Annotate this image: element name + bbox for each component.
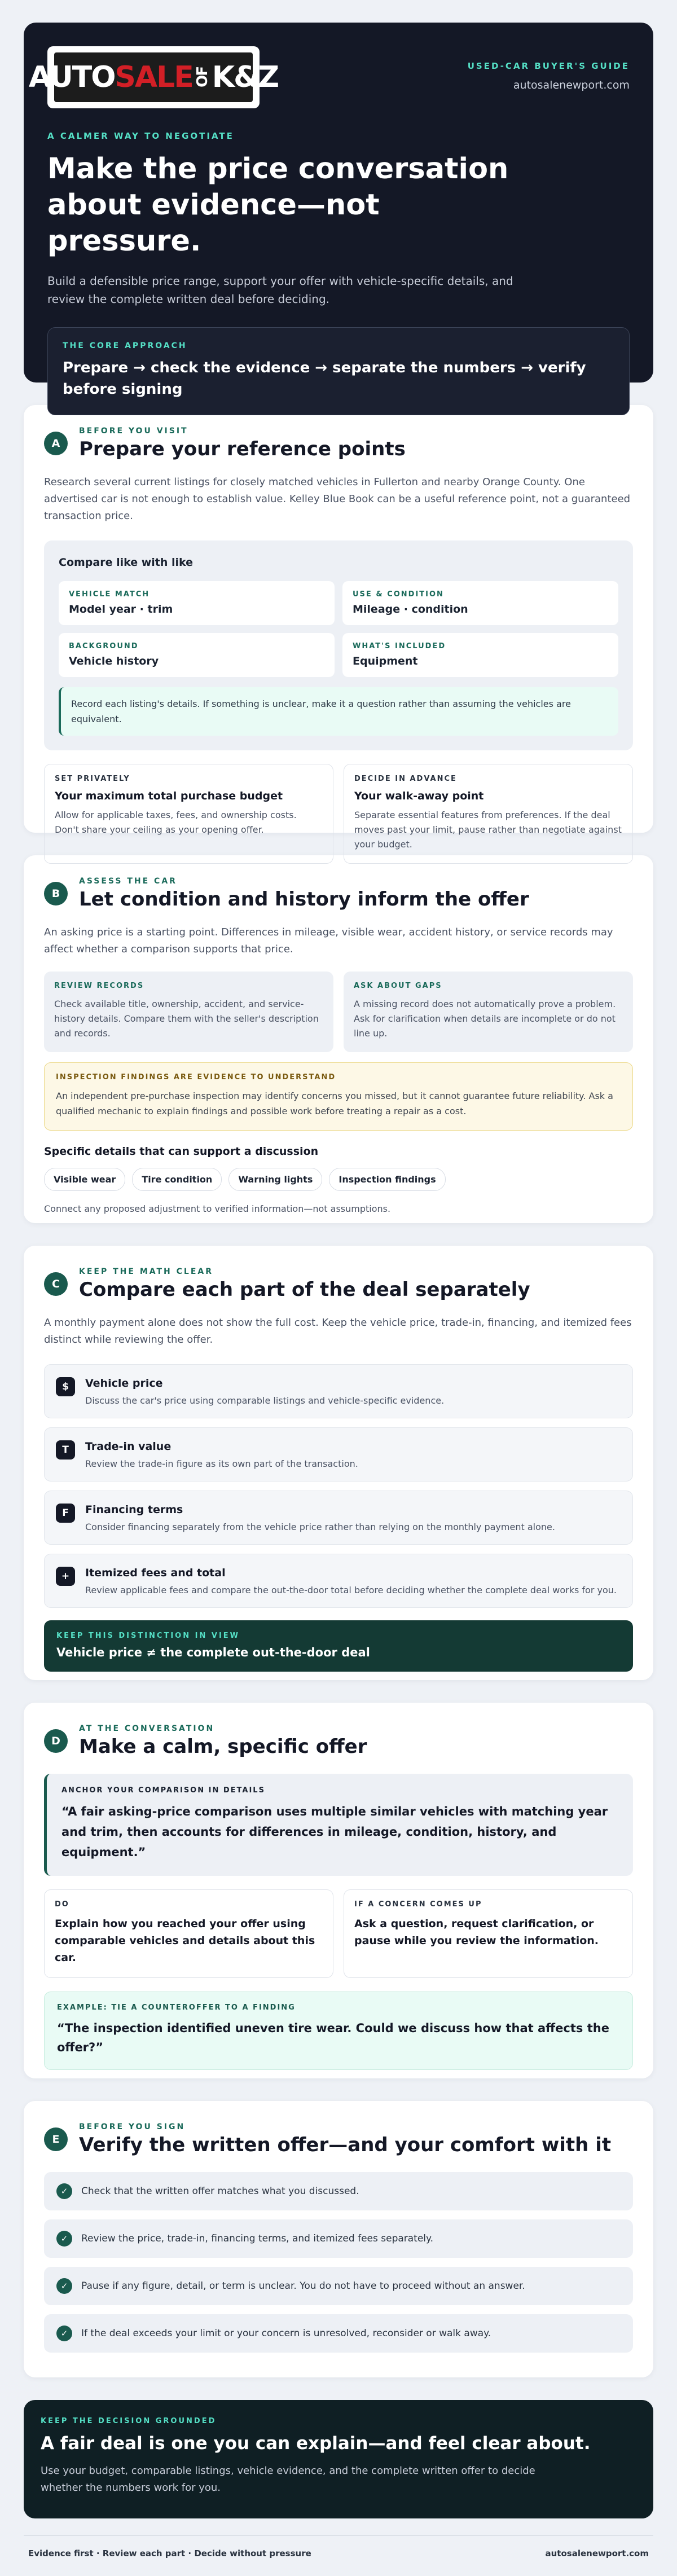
checklist-text: If the deal exceeds your limit or your concern is unresolved, reconsider or walk away. — [81, 2328, 491, 2339]
comparison-quote — [44, 1774, 633, 1876]
section-badge-a: A — [44, 432, 68, 455]
review-records-box — [44, 972, 333, 1052]
check-icon: ✓ — [56, 2326, 72, 2341]
compare-item-label: WHAT'S INCLUDED — [353, 642, 446, 650]
section-offer — [24, 1703, 653, 2078]
section-assess — [24, 855, 653, 1223]
site-url-link[interactable]: autosalenewport.com — [513, 79, 630, 91]
section-badge-e: E — [44, 2127, 68, 2151]
guide-kicker: USED-CAR BUYER'S GUIDE — [467, 61, 630, 71]
compare-item — [59, 581, 335, 625]
checklist-item — [44, 2219, 633, 2258]
section-title: Let condition and history inform the offer — [79, 888, 529, 911]
core-approach-box — [47, 327, 630, 415]
trade-in-icon: T — [56, 1440, 75, 1460]
step-title: Trade-in value — [85, 1440, 172, 1453]
footer-tagline: Evidence first · Review each part · Decide without pressure — [28, 2548, 311, 2559]
dealer-logo[interactable] — [28, 46, 279, 108]
quote-text: “A fair asking-price comparison uses multiple similar vehicles with matching year and trim, then accounts for differences in mileage, condition, history, and equipment.” — [61, 1805, 608, 1859]
closing-title: A fair deal is one you can explain—and feel clear about. — [41, 2433, 591, 2454]
section-kicker: BEFORE YOU SIGN — [79, 2122, 186, 2131]
box-label: REVIEW RECORDS — [54, 982, 144, 990]
checklist-item — [44, 2314, 633, 2353]
step-trade-in — [44, 1427, 633, 1482]
ask-gaps-box — [344, 972, 633, 1052]
chips-heading: Specific details that can support a discussion — [44, 1145, 319, 1158]
step-desc: Discuss the car's price using comparable listings and vehicle-specific evidence. — [85, 1395, 445, 1406]
section-badge-d: D — [44, 1729, 68, 1753]
section-math — [24, 1246, 653, 1680]
box-desc: A missing record does not automatically prove a problem. Ask for clarification when details are incomplete or do not line up. — [354, 999, 616, 1039]
section-intro: A monthly payment alone does not show the full cost. Keep the vehicle price, trade-in, financing, and itemized fees distinct while reviewing the offer. — [44, 1317, 632, 1346]
distinction-bar — [44, 1620, 633, 1672]
step-title: Financing terms — [85, 1504, 183, 1516]
closing-banner — [24, 2400, 653, 2518]
check-icon: ✓ — [56, 2183, 72, 2199]
box-label: ASK ABOUT GAPS — [354, 982, 442, 990]
compare-item-label: VEHICLE MATCH — [69, 590, 150, 599]
budget-box — [44, 764, 333, 864]
step-financing — [44, 1491, 633, 1545]
box-text: Explain how you reached your offer using comparable vehicles and details about this car. — [55, 1918, 315, 1964]
box-label: DECIDE IN ADVANCE — [354, 775, 457, 783]
callout-label: INSPECTION FINDINGS ARE EVIDENCE TO UNDERSTAND — [56, 1073, 336, 1082]
box-title: Your walk-away point — [354, 790, 484, 802]
section-kicker: BEFORE YOU VISIT — [79, 427, 188, 436]
closing-kicker: KEEP THE DECISION GROUNDED — [41, 2417, 217, 2425]
section-intro: Research several current listings for closely matched vehicles in Fullerton and nearby Orange County. One advertised car is not enough to establish value. Kelley Blue Book can be a useful reference point, not a guaranteed transaction price. — [44, 476, 631, 522]
detail-chips — [44, 1168, 633, 1191]
box-desc: Check available title, ownership, accident, and service-history details. Compare them with the seller's description and records. — [54, 999, 319, 1039]
section-title: Prepare your reference points — [79, 438, 406, 460]
step-desc: Consider financing separately from the vehicle price rather than relying on the monthly payment alone. — [85, 1522, 555, 1532]
walk-away-box — [344, 764, 633, 864]
compare-item-value: Vehicle history — [69, 655, 159, 667]
footer-url-link[interactable]: autosalenewport.com — [545, 2548, 649, 2559]
compare-note: Record each listing's details. If something is unclear, make it a question rather than assuming the vehicles are equivalent. — [59, 687, 618, 736]
example-text: “The inspection identified uneven tire wear. Could we discuss how that affects the offer?” — [57, 2021, 609, 2054]
compare-item-label: BACKGROUND — [69, 642, 139, 650]
compare-item-value: Model year · trim — [69, 603, 173, 616]
distinction-label: KEEP THIS DISTINCTION IN VIEW — [56, 1632, 240, 1640]
compare-item — [342, 633, 618, 677]
box-desc: Allow for applicable taxes, fees, and ownership costs. Don't share your ceiling as your opening offer. — [55, 810, 297, 835]
chip[interactable]: Visible wear — [44, 1168, 125, 1191]
compare-item — [342, 581, 618, 625]
quote-label: ANCHOR YOUR COMPARISON IN DETAILS — [61, 1786, 265, 1795]
callout-text: An independent pre-purchase inspection may identify concerns you missed, but it cannot guarantee future reliability. Ask a qualified mechanic to explain findings and possible work before treating a repair as a cost. — [56, 1091, 613, 1116]
dollar-icon: $ — [56, 1377, 75, 1396]
section-badge-c: C — [44, 1272, 68, 1296]
logo-kz: K&Z — [212, 60, 279, 94]
hero-lead: Build a defensible price range, support your offer with vehicle-specific details, and review the complete written deal before deciding. — [47, 274, 513, 306]
compare-item-value: Equipment — [353, 655, 418, 667]
chip[interactable]: Warning lights — [228, 1168, 322, 1191]
logo-sale: SALE — [115, 60, 193, 94]
step-fees — [44, 1554, 633, 1608]
logo-wordmark — [28, 52, 279, 102]
financing-icon: F — [56, 1504, 75, 1523]
check-icon: ✓ — [56, 2231, 72, 2247]
page-footer — [24, 2535, 653, 2573]
compare-item — [59, 633, 335, 677]
hero-banner — [24, 23, 653, 398]
checklist-item — [44, 2172, 633, 2210]
compare-heading: Compare like with like — [59, 556, 194, 569]
plus-icon: + — [56, 1567, 75, 1586]
check-icon: ✓ — [56, 2278, 72, 2294]
box-label: SET PRIVATELY — [55, 775, 130, 783]
checklist-text: Pause if any figure, detail, or term is unclear. You do not have to proceed without an answer. — [81, 2280, 525, 2292]
example-label: EXAMPLE: TIE A COUNTEROFFER TO A FINDING — [57, 2003, 296, 2012]
checklist-text: Review the price, trade-in, financing terms, and itemized fees separately. — [81, 2233, 434, 2244]
core-approach-kicker: THE CORE APPROACH — [63, 341, 187, 350]
logo-of: OF — [194, 67, 211, 87]
logo-auto: AUTO — [28, 60, 115, 94]
section-intro: An asking price is a starting point. Differences in mileage, visible wear, accident history, or service records may affect whether a comparison supports that price. — [44, 926, 613, 955]
hero-eyebrow: A CALMER WAY TO NEGOTIATE — [47, 131, 234, 141]
box-label: DO — [55, 1900, 69, 1909]
core-approach-text: Prepare → check the evidence → separate the numbers → verify before signing — [63, 359, 586, 398]
compare-like-box — [44, 540, 633, 750]
section-kicker: KEEP THE MATH CLEAR — [79, 1267, 214, 1276]
section-kicker: ASSESS THE CAR — [79, 877, 177, 886]
section-prepare — [24, 405, 653, 850]
section-title: Compare each part of the deal separately — [79, 1278, 530, 1301]
checklist-item — [44, 2267, 633, 2305]
step-vehicle-price — [44, 1364, 633, 1418]
compare-item-value: Mileage · condition — [353, 603, 468, 616]
chip[interactable]: Tire condition — [132, 1168, 222, 1191]
section-title: Make a calm, specific offer — [79, 1735, 367, 1758]
section-kicker: AT THE CONVERSATION — [79, 1724, 215, 1733]
step-desc: Review applicable fees and compare the out-the-door total before deciding whether the complete deal works for you. — [85, 1585, 617, 1595]
inspection-callout — [44, 1062, 633, 1131]
counteroffer-example — [44, 1992, 633, 2070]
step-title: Vehicle price — [85, 1377, 163, 1390]
section-badge-b: B — [44, 882, 68, 905]
do-box — [44, 1889, 333, 1978]
box-text: Ask a question, request clarification, or pause while you review the information. — [354, 1918, 599, 1947]
box-desc: Separate essential features from preferences. If the deal moves past your limit, pause rather than negotiate against your budget. — [354, 810, 622, 850]
page-title: Make the price conversation about evidence—not pressure. — [47, 152, 509, 258]
box-title: Your maximum total purchase budget — [55, 790, 283, 802]
section-verify — [24, 2101, 653, 2377]
compare-item-label: USE & CONDITION — [353, 590, 444, 599]
closing-text: Use your budget, comparable listings, vehicle evidence, and the complete written offer to decide whether the numbers work for you. — [41, 2465, 535, 2494]
distinction-text: Vehicle price ≠ the complete out-the-door deal — [56, 1646, 370, 1659]
concern-box — [344, 1889, 633, 1978]
chips-note: Connect any proposed adjustment to verified information—not assumptions. — [44, 1203, 391, 1214]
step-title: Itemized fees and total — [85, 1567, 226, 1579]
step-desc: Review the trade-in figure as its own part of the transaction. — [85, 1458, 358, 1469]
section-title: Verify the written offer—and your comfort with it — [79, 2134, 612, 2156]
box-label: IF A CONCERN COMES UP — [354, 1900, 482, 1909]
checklist-text: Check that the written offer matches what you discussed. — [81, 2186, 359, 2197]
chip[interactable]: Inspection findings — [329, 1168, 445, 1191]
